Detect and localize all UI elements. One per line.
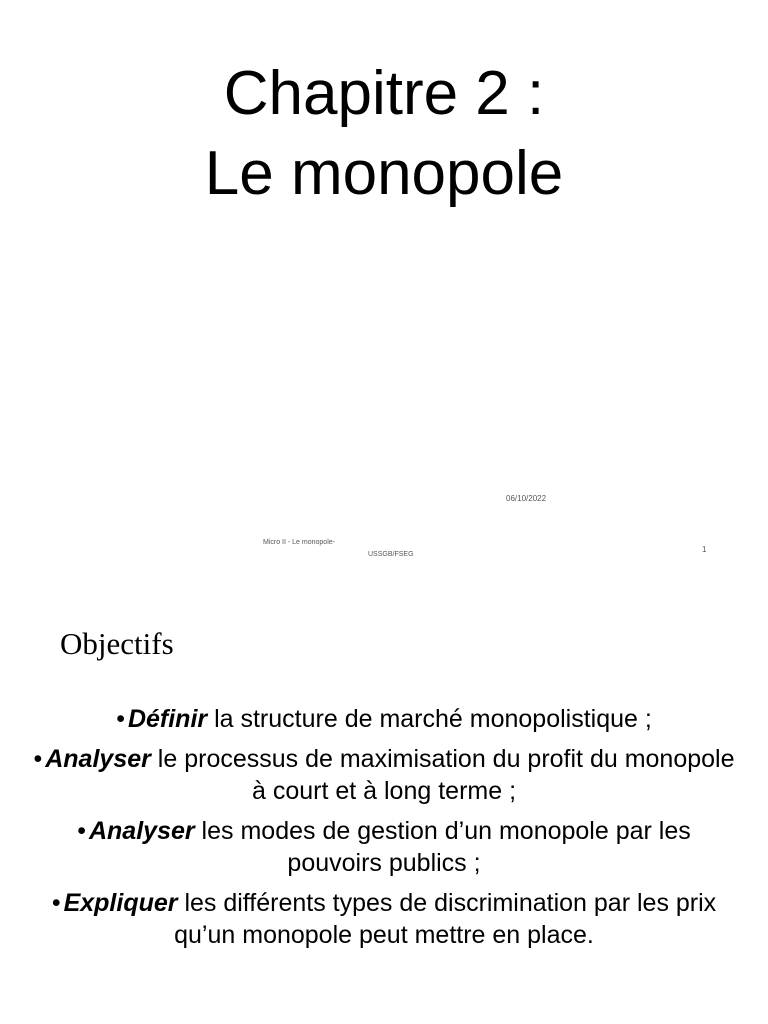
footer-organization: USSGB/FSEG [368, 551, 414, 558]
slide-title [0, 54, 768, 214]
objective-text: la structure de marché monopolistique ; [207, 705, 652, 733]
bullet-marker: • [116, 705, 125, 733]
slide-date: 06/10/2022 [506, 494, 547, 503]
objective-text: les différents types de discrimination par les prix qu’un monopole peut mettre en place. [174, 889, 717, 949]
objective-verb: Analyser [45, 745, 151, 773]
objective-text: les modes de gestion d’un monopole par les pouvoirs publics ; [194, 817, 691, 877]
objective-item [30, 743, 738, 807]
page-number: 1 [702, 545, 707, 554]
objective-item [30, 887, 738, 951]
bullet-marker: • [51, 889, 61, 917]
title-line-1: Chapitre 2 : [223, 59, 545, 128]
title-line-2: Le monopole [204, 139, 564, 208]
bullet-marker: • [33, 745, 43, 773]
objective-verb: Analyser [88, 817, 195, 845]
objective-verb: Expliquer [63, 889, 178, 917]
footer-course: Micro II - Le monopole- [263, 539, 335, 546]
objective-item [30, 815, 738, 879]
objective-verb: Définir [127, 705, 208, 733]
objectives-slide [0, 590, 768, 1024]
bullet-marker: • [77, 817, 86, 845]
objectives-list [30, 703, 738, 959]
objectives-heading: Objectifs [60, 626, 174, 661]
objective-item [30, 703, 738, 735]
objective-text: le processus de maximisation du profit du monopole à court et à long terme ; [150, 745, 735, 805]
